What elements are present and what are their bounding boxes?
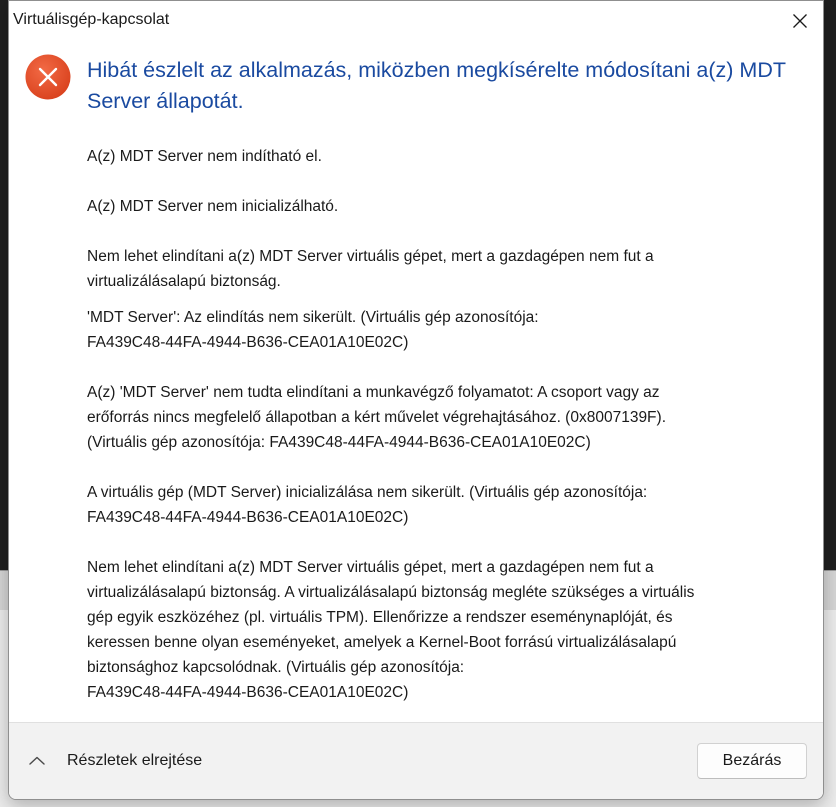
- message-item: A virtuális gép (MDT Server) inicializálása nem sikerült. (Virtuális gép azonosítója: FA439C48-44FA-4944-B636-CEA01A10E02C): [87, 484, 648, 526]
- title-bar: [9, 1, 823, 41]
- message-item: Nem lehet elindítani a(z) MDT Server virtuális gépet, mert a gazdagépen nem fut a virtualizálásalapú biztonság. A virtualizálásalapú biztonság megléte szükséges a virtuális gép egyik eszközéhez (pl. virtuális TPM). Ellenőrizze a rendszer eseménynaplóját, és keressen benne olyan eseményeket, amelyek a Kernel-Boot forrású virtualizálásalapú biztonsághoz kapcsolódnak. (Virtuális gép azonosítója: FA439C48-44FA-4944-B636-CEA01A10E02C): [87, 559, 695, 701]
- dialog-footer: [9, 722, 823, 799]
- window-title: Virtuálisgép-kapcsolat: [13, 11, 170, 28]
- window-close-button[interactable]: [777, 1, 823, 41]
- background-toolbar-right: [822, 570, 836, 611]
- background-window-right: [822, 0, 836, 570]
- message-item: A(z) MDT Server nem inicializálható.: [87, 198, 339, 215]
- dialog-heading: Hibát észlelt az alkalmazás, miközben megkísérelte módosítani a(z) MDT Server állapotát.: [87, 58, 786, 113]
- close-dialog-button[interactable]: Bezárás: [697, 743, 807, 779]
- message-item: Nem lehet elindítani a(z) MDT Server virtuális gépet, mert a gazdagépen nem fut a virtualizálásalapú biztonság.: [87, 248, 654, 290]
- chevron-up-icon: [27, 754, 47, 768]
- error-dialog: [8, 0, 824, 800]
- close-icon: [792, 13, 808, 29]
- message-item: A(z) MDT Server nem indítható el.: [87, 148, 322, 165]
- hide-details-label: Részletek elrejtése: [67, 752, 203, 769]
- error-icon: [25, 54, 71, 100]
- message-list: [87, 144, 807, 705]
- hide-details-toggle[interactable]: [27, 743, 202, 779]
- message-item: 'MDT Server': Az elindítás nem sikerült. (Virtuális gép azonosítója: FA439C48-44FA-4944-B636-CEA01A10E02C): [87, 309, 539, 351]
- dialog-content: [9, 41, 823, 723]
- message-item: A(z) 'MDT Server' nem tudta elindítani a munkavégző folyamatot: A csoport vagy az erőforrás nincs megfelelő állapotban a kért művelet végrehajtásához. (0x8007139F). (Virtuális gép azonosítója: FA439C48-44FA-4944-B636-CEA01A10E02C): [87, 384, 666, 451]
